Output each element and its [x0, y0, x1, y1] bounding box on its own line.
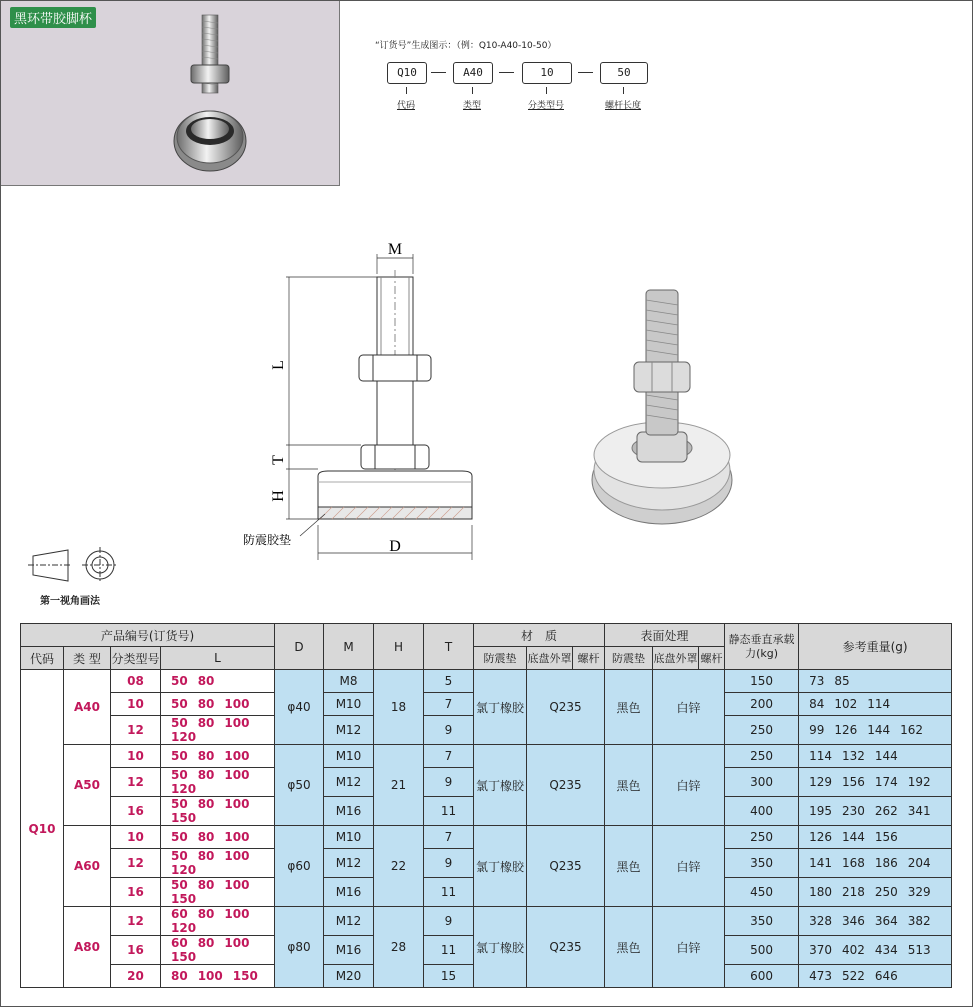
cell-subtype: 16 — [111, 878, 161, 907]
cell-lengths-value: 150 — [171, 811, 197, 825]
col-t: T — [424, 624, 474, 670]
cell-weights-value: 126 — [834, 723, 858, 737]
cell-subtype: 12 — [111, 849, 161, 878]
cell-lengths — [161, 907, 275, 936]
cell-t: 7 — [424, 745, 474, 768]
cell-weights-value: 141 — [809, 856, 832, 870]
cell-weights-value: 73 — [809, 674, 825, 688]
cell-weights-value: 186 — [874, 856, 898, 870]
table-header-row — [21, 624, 952, 647]
code-label-type: 类型 — [462, 101, 481, 111]
cell-lengths-value: 80 — [197, 749, 215, 763]
cell-lengths-value: 50 — [171, 749, 188, 763]
cell-lengths-value: 150 — [171, 950, 197, 964]
cell-h: 21 — [374, 745, 424, 826]
col-l: L — [161, 647, 275, 670]
cell-weights-value: 364 — [874, 914, 898, 928]
code-label-subtype: 分类型号 — [527, 101, 564, 111]
cell-weights-value: 114 — [809, 749, 832, 763]
cell-t: 9 — [424, 716, 474, 745]
cell-lengths — [161, 745, 275, 768]
cell-m: M12 — [324, 716, 374, 745]
cell-load: 350 — [725, 907, 799, 936]
cell-t: 5 — [424, 670, 474, 693]
col-cover: 底盘外罩 — [527, 647, 573, 670]
cell-type: A60 — [64, 826, 111, 907]
cell-weights-value: 114 — [867, 697, 891, 711]
cell-lengths — [161, 670, 275, 693]
cell-weights-value: 156 — [874, 830, 898, 844]
col-type: 类 型 — [64, 647, 111, 670]
col-screw-finish: 螺杆 — [699, 647, 725, 670]
foot-render — [592, 290, 732, 524]
cell-lengths-value: 150 — [171, 892, 197, 906]
cell-weights-value: 329 — [907, 885, 931, 899]
cell-lengths-value: 50 — [171, 830, 188, 844]
col-cover-finish: 底盘外罩 — [653, 647, 699, 670]
cell-weights — [799, 716, 952, 745]
cell-lengths-value: 100 — [224, 878, 250, 892]
cell-load: 200 — [725, 693, 799, 716]
cell-t: 7 — [424, 826, 474, 849]
cell-lengths-value: 100 — [224, 849, 250, 863]
col-weight: 参考重量(g) — [799, 624, 952, 670]
cell-t: 11 — [424, 936, 474, 965]
col-product-no: 产品编号(订货号) — [21, 624, 275, 647]
cell-type: A50 — [64, 745, 111, 826]
cell-pad-material: 氯丁橡胶 — [474, 670, 527, 745]
cell-subtype: 10 — [111, 745, 161, 768]
cell-lengths-value: 80 — [197, 830, 215, 844]
cell-weights — [799, 693, 952, 716]
cell-t: 9 — [424, 768, 474, 797]
cell-lengths-value: 120 — [171, 921, 197, 935]
cell-lengths-value: 100 — [197, 969, 223, 983]
cell-d: φ60 — [275, 826, 324, 907]
cell-weights-value: 341 — [907, 804, 931, 818]
cell-weights-value: 144 — [841, 830, 865, 844]
cell-weights-value: 328 — [809, 914, 832, 928]
cell-lengths-value: 80 — [197, 936, 215, 950]
cell-lengths-value: 80 — [197, 716, 215, 730]
cell-weights-value: 382 — [907, 914, 931, 928]
spec-body — [21, 670, 952, 988]
cell-t: 9 — [424, 849, 474, 878]
cell-weights-value: 102 — [834, 697, 858, 711]
cell-weights-value: 473 — [809, 969, 832, 983]
cell-pad-finish: 黑色 — [605, 826, 653, 907]
cell-lengths-value: 80 — [197, 849, 215, 863]
cell-weights-value: 513 — [907, 943, 931, 957]
code-label-length: 螺杆长度 — [604, 101, 641, 111]
cell-t: 9 — [424, 907, 474, 936]
cell-lengths-value: 80 — [197, 674, 215, 688]
cell-weights — [799, 826, 952, 849]
cell-lengths — [161, 826, 275, 849]
cell-lengths-value: 120 — [171, 730, 197, 744]
cell-lengths-value: 50 — [171, 674, 188, 688]
cell-finish: 白锌 — [653, 826, 725, 907]
cell-lengths — [161, 878, 275, 907]
cell-weights-value: 434 — [874, 943, 898, 957]
cell-lengths-value: 150 — [232, 969, 258, 983]
cell-cover-material: Q235 — [527, 670, 605, 745]
cell-lengths-value: 100 — [224, 797, 250, 811]
cell-weights-value: 132 — [841, 749, 865, 763]
cell-t: 11 — [424, 797, 474, 826]
cell-weights-value: 85 — [834, 674, 850, 688]
cell-lengths — [161, 768, 275, 797]
cell-type: A40 — [64, 670, 111, 745]
cell-lengths-value: 50 — [171, 768, 188, 782]
cell-subtype: 08 — [111, 670, 161, 693]
cell-d: φ80 — [275, 907, 324, 988]
cell-pad-material: 氯丁橡胶 — [474, 826, 527, 907]
cell-load: 450 — [725, 878, 799, 907]
cell-weights-value: 250 — [874, 885, 898, 899]
code-box-type: A40 — [453, 62, 493, 84]
cell-finish: 白锌 — [653, 670, 725, 745]
cell-finish: 白锌 — [653, 907, 725, 988]
dim-h-label: H — [270, 490, 287, 502]
cell-pad-material: 氯丁橡胶 — [474, 907, 527, 988]
table-row — [21, 745, 952, 768]
cell-load: 250 — [725, 745, 799, 768]
cell-weights-value: 174 — [874, 775, 898, 789]
cell-m: M10 — [324, 693, 374, 716]
cell-subtype: 12 — [111, 768, 161, 797]
cell-t: 7 — [424, 693, 474, 716]
cell-subtype: 12 — [111, 907, 161, 936]
cell-lengths-value: 100 — [224, 907, 250, 921]
cell-weights-value: 126 — [809, 830, 832, 844]
cell-weights-value: 156 — [841, 775, 865, 789]
pad-label: 防震胶垫 — [243, 533, 292, 547]
dim-d-label: D — [389, 538, 401, 555]
cell-m: M16 — [324, 936, 374, 965]
cell-lengths-value: 80 — [197, 797, 215, 811]
cell-load: 500 — [725, 936, 799, 965]
cell-m: M12 — [324, 768, 374, 797]
cell-subtype: 10 — [111, 826, 161, 849]
cell-weights — [799, 907, 952, 936]
cell-subtype: 20 — [111, 965, 161, 988]
cell-subtype: 16 — [111, 936, 161, 965]
cell-weights-value: 230 — [841, 804, 865, 818]
dim-l-label: L — [270, 360, 287, 370]
cell-cover-material: Q235 — [527, 907, 605, 988]
cell-lengths — [161, 965, 275, 988]
cell-weights-value: 195 — [809, 804, 832, 818]
cell-type: A80 — [64, 907, 111, 988]
cell-weights-value: 144 — [867, 723, 891, 737]
cell-weights — [799, 965, 952, 988]
cell-weights — [799, 849, 952, 878]
cell-lengths-value: 100 — [224, 749, 250, 763]
cell-lengths-value: 100 — [224, 936, 250, 950]
first-angle-symbol — [28, 547, 118, 583]
cell-lengths-value: 50 — [171, 697, 188, 711]
cell-weights-value: 180 — [809, 885, 832, 899]
cell-weights-value: 346 — [841, 914, 865, 928]
cell-t: 11 — [424, 878, 474, 907]
cell-lengths-value: 100 — [224, 716, 250, 730]
cell-weights — [799, 670, 952, 693]
cell-load: 400 — [725, 797, 799, 826]
cell-subtype: 10 — [111, 693, 161, 716]
table-row — [21, 907, 952, 936]
cell-weights-value: 144 — [874, 749, 898, 763]
cell-h: 22 — [374, 826, 424, 907]
cell-lengths-value: 100 — [224, 697, 250, 711]
cell-weights-value: 402 — [841, 943, 865, 957]
cell-m: M16 — [324, 878, 374, 907]
cell-lengths-value: 80 — [171, 969, 188, 983]
cell-lengths-value: 80 — [197, 768, 215, 782]
cell-pad-finish: 黑色 — [605, 670, 653, 745]
dim-m-label: M — [387, 241, 403, 258]
cell-m: M8 — [324, 670, 374, 693]
cell-m: M12 — [324, 849, 374, 878]
col-load: 静态垂直承载力(kg) — [725, 624, 799, 670]
cell-weights-value: 192 — [907, 775, 931, 789]
cell-weights — [799, 745, 952, 768]
col-d: D — [275, 624, 324, 670]
cell-subtype: 16 — [111, 797, 161, 826]
cell-subtype: 12 — [111, 716, 161, 745]
product-title: 黑环带胶脚杯 — [10, 7, 96, 28]
cell-lengths — [161, 849, 275, 878]
cell-pad-finish: 黑色 — [605, 907, 653, 988]
cell-weights-value: 218 — [841, 885, 865, 899]
col-m: M — [324, 624, 374, 670]
cell-lengths — [161, 797, 275, 826]
cell-lengths-value: 80 — [197, 697, 215, 711]
cell-weights-value: 168 — [841, 856, 865, 870]
cell-finish: 白锌 — [653, 745, 725, 826]
cell-d: φ50 — [275, 745, 324, 826]
cell-weights-value: 204 — [907, 856, 931, 870]
col-screw: 螺杆 — [573, 647, 605, 670]
cell-pad-finish: 黑色 — [605, 745, 653, 826]
cell-weights-value: 162 — [900, 723, 924, 737]
cell-d: φ40 — [275, 670, 324, 745]
code-box-length: 50 — [600, 62, 648, 84]
col-pad-finish: 防震垫 — [605, 647, 653, 670]
cell-load: 150 — [725, 670, 799, 693]
cell-lengths-value: 50 — [171, 797, 188, 811]
cell-m: M16 — [324, 797, 374, 826]
cell-pad-material: 氯丁橡胶 — [474, 745, 527, 826]
cell-lengths-value: 80 — [197, 878, 215, 892]
view-method-label: 第一视角画法 — [40, 596, 100, 607]
cell-weights — [799, 797, 952, 826]
cell-code: Q10 — [21, 670, 64, 988]
cell-weights-value: 646 — [874, 969, 898, 983]
cell-load: 250 — [725, 716, 799, 745]
cell-lengths-value: 120 — [171, 782, 197, 796]
cell-t: 15 — [424, 965, 474, 988]
cell-load: 250 — [725, 826, 799, 849]
cell-weights-value: 84 — [809, 697, 825, 711]
cell-lengths-value: 50 — [171, 878, 188, 892]
cell-weights-value: 129 — [809, 775, 832, 789]
cell-weights-value: 522 — [841, 969, 865, 983]
cell-weights-value: 370 — [809, 943, 832, 957]
cell-m: M20 — [324, 965, 374, 988]
cell-lengths — [161, 936, 275, 965]
cell-weights-value: 262 — [874, 804, 898, 818]
spec-table — [20, 623, 952, 988]
code-box-subtype: 10 — [522, 62, 572, 84]
col-subtype: 分类型号 — [111, 647, 161, 670]
cell-weights-value: 99 — [809, 723, 825, 737]
cell-weights — [799, 768, 952, 797]
code-box-code: Q10 — [387, 62, 427, 84]
order-caption: “订货号”生成图示：（例：Q10-A40-10-50） — [375, 41, 557, 51]
table-row — [21, 826, 952, 849]
cell-m: M10 — [324, 745, 374, 768]
col-surface: 表面处理 — [605, 624, 725, 647]
cell-weights — [799, 936, 952, 965]
cell-lengths-value: 60 — [171, 907, 188, 921]
cell-h: 18 — [374, 670, 424, 745]
cell-lengths-value: 50 — [171, 716, 188, 730]
cell-load: 350 — [725, 849, 799, 878]
cell-cover-material: Q235 — [527, 745, 605, 826]
cell-m: M10 — [324, 826, 374, 849]
cell-h: 28 — [374, 907, 424, 988]
cell-load: 600 — [725, 965, 799, 988]
dim-t-label: T — [270, 455, 287, 465]
cell-lengths-value: 100 — [224, 830, 250, 844]
col-code: 代码 — [21, 647, 64, 670]
col-pad: 防震垫 — [474, 647, 527, 670]
table-row — [21, 670, 952, 693]
cell-cover-material: Q235 — [527, 826, 605, 907]
cell-lengths-value: 120 — [171, 863, 197, 877]
cell-m: M12 — [324, 907, 374, 936]
code-label-code: 代码 — [396, 101, 415, 111]
cell-weights — [799, 878, 952, 907]
cell-lengths-value: 80 — [197, 907, 215, 921]
cell-load: 300 — [725, 768, 799, 797]
cell-lengths-value: 100 — [224, 768, 250, 782]
cell-lengths — [161, 716, 275, 745]
cell-lengths — [161, 693, 275, 716]
cell-lengths-value: 50 — [171, 849, 188, 863]
col-h: H — [374, 624, 424, 670]
col-material: 材 质 — [474, 624, 605, 647]
cell-lengths-value: 60 — [171, 936, 188, 950]
